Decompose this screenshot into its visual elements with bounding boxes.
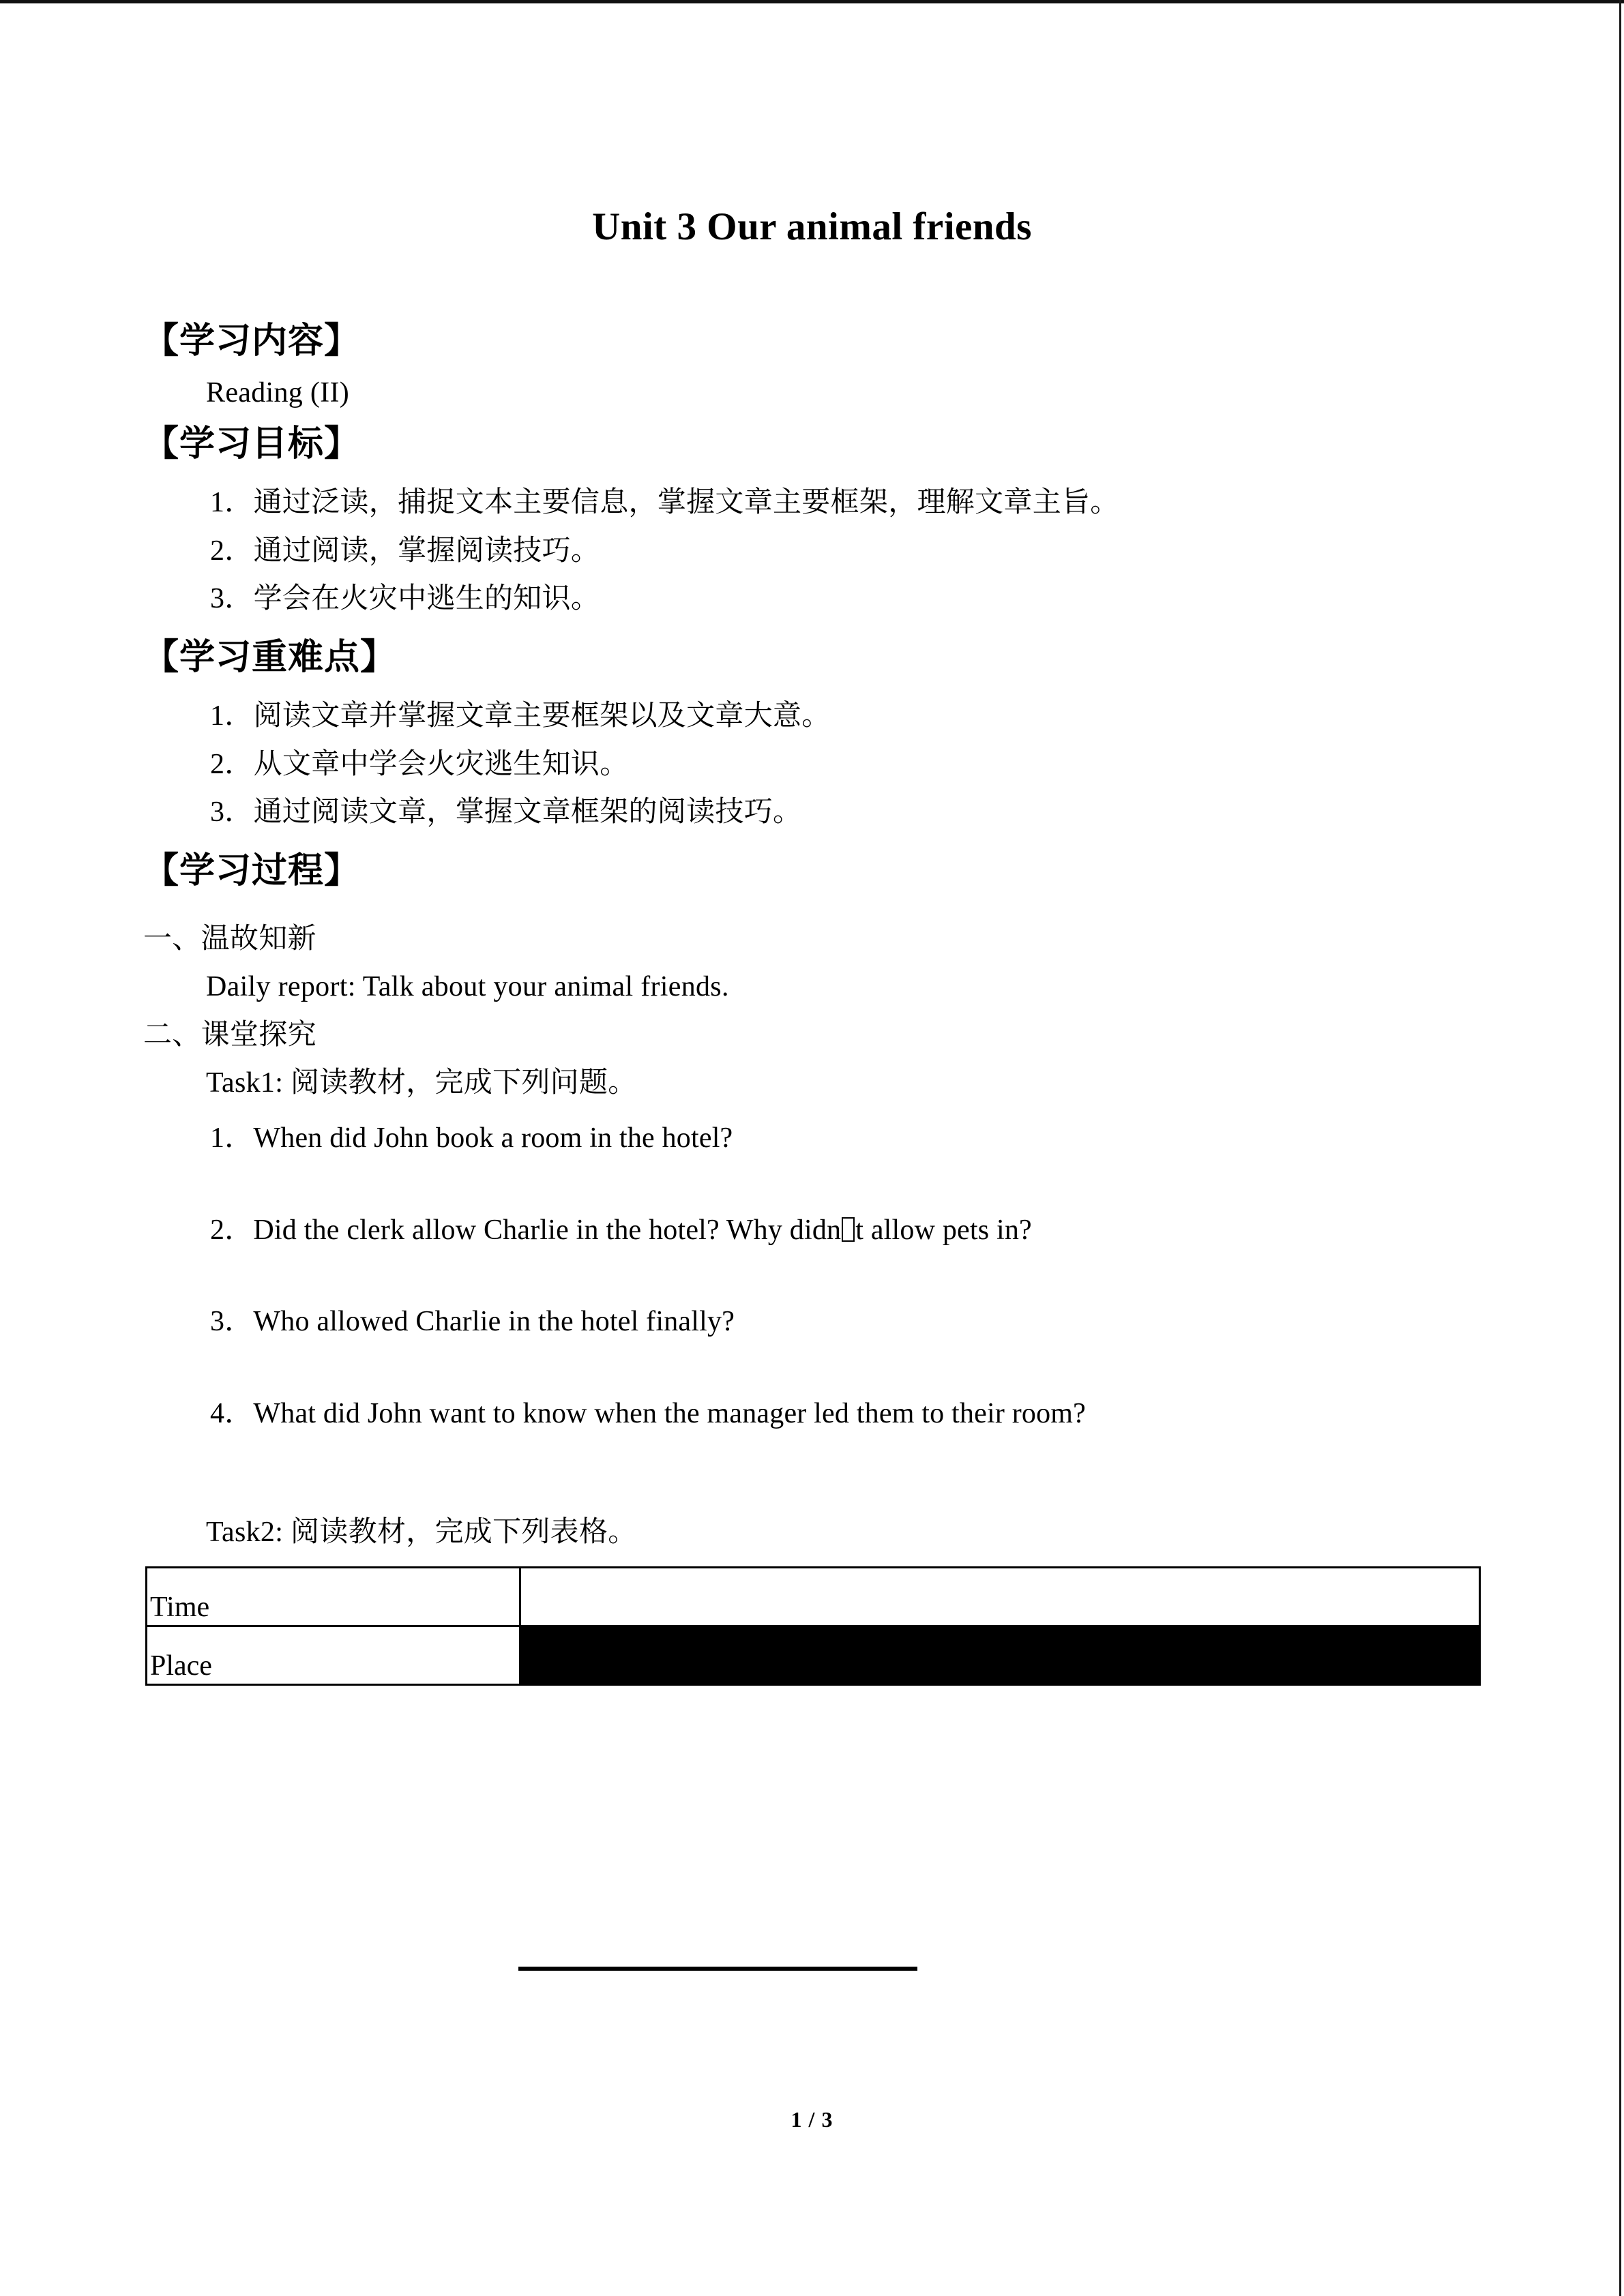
question-number: 3． xyxy=(210,1306,254,1338)
question-number: 1． xyxy=(210,1122,254,1154)
table-row xyxy=(147,1626,1480,1685)
list-item-label: 学会在火灾中逃生的知识。 xyxy=(253,583,600,615)
list-item-label: 通过泛读，捕捉文本主要信息，掌握文章主要框架，理解文章主旨。 xyxy=(253,487,1119,519)
spacer xyxy=(143,522,1481,533)
task2-table xyxy=(145,1566,1481,1686)
spacer xyxy=(143,1054,1481,1064)
list-item-number: 1． xyxy=(210,487,254,519)
table-cell-label-time: Time xyxy=(147,1568,520,1626)
section-heading-learning-process: 【学习过程】 xyxy=(143,851,361,891)
spacer xyxy=(143,466,1481,484)
list-item xyxy=(210,746,1481,784)
question-text-after-glyph: t allow pets in? xyxy=(855,1214,1032,1246)
task2-heading: Task2: 阅读教材，完成下列表格。 xyxy=(206,1517,637,1549)
spacer xyxy=(143,893,1481,921)
spacer xyxy=(143,292,1481,319)
table-cell-label-place: Place xyxy=(147,1626,520,1685)
spacer xyxy=(143,569,1481,580)
question-text-before-glyph: Did the clerk allow Charlie in the hotel? Why didn xyxy=(253,1214,842,1246)
table-cell-value-place[interactable] xyxy=(520,1626,1480,1685)
spacer xyxy=(143,363,1481,374)
list-item-label: 通过阅读，掌握阅读技巧。 xyxy=(253,535,600,567)
question-item xyxy=(210,1303,1481,1341)
answer-space xyxy=(143,1432,1481,1487)
list-item xyxy=(210,794,1481,831)
question-number: 4． xyxy=(210,1397,254,1429)
outline-item-two: 二、课堂探究 xyxy=(143,1019,316,1051)
spacer xyxy=(143,1006,1481,1017)
spacer xyxy=(143,1102,1481,1120)
missing-glyph-box-icon xyxy=(842,1217,855,1242)
list-item-number: 2． xyxy=(210,748,254,780)
list-item-number: 2． xyxy=(210,535,254,567)
list-item-number: 1． xyxy=(210,700,254,732)
list-item xyxy=(210,484,1481,522)
question-text: What did John want to know when the manager led them to their room? xyxy=(253,1397,1086,1429)
scan-artifact-rule xyxy=(518,1967,917,1971)
question-item xyxy=(210,1212,1481,1249)
list-item xyxy=(210,580,1481,618)
spacer xyxy=(143,680,1481,698)
list-item-label: 通过阅读文章，掌握文章框架的阅读技巧。 xyxy=(253,796,802,829)
list-item xyxy=(210,533,1481,570)
question-text: When did John book a room in the hotel? xyxy=(253,1122,733,1154)
spacer xyxy=(143,831,1481,849)
question-text: Who allowed Charlie in the hotel finally? xyxy=(253,1306,735,1338)
question-item xyxy=(210,1120,1481,1157)
daily-report-line: Daily report: Talk about your animal friends. xyxy=(206,971,729,1003)
answer-space xyxy=(143,1157,1481,1212)
learning-content-text: Reading (II) xyxy=(206,376,350,408)
table-cell-value-time[interactable] xyxy=(520,1568,1480,1626)
table-row xyxy=(147,1568,1480,1626)
answer-space xyxy=(143,1249,1481,1303)
question-number: 2． xyxy=(210,1214,254,1246)
list-item-label: 从文章中学会火灾逃生知识。 xyxy=(253,748,629,780)
list-item-number: 3． xyxy=(210,583,254,615)
task1-heading: Task1: 阅读教材，完成下列问题。 xyxy=(206,1067,637,1099)
page-title: Unit 3 Our animal friends xyxy=(592,205,1032,248)
section-heading-learning-content: 【学习内容】 xyxy=(143,321,361,361)
spacer xyxy=(143,411,1481,422)
section-heading-key-difficulties: 【学习重难点】 xyxy=(143,638,397,677)
spacer xyxy=(143,957,1481,968)
spacer xyxy=(143,1487,1481,1514)
spacer xyxy=(143,735,1481,746)
spacer xyxy=(143,783,1481,794)
section-heading-learning-objectives: 【学习目标】 xyxy=(143,425,361,464)
question-item xyxy=(210,1395,1481,1433)
outline-item-one: 一、温故知新 xyxy=(143,923,316,955)
list-item xyxy=(210,698,1481,735)
list-item-number: 3． xyxy=(210,796,254,829)
task2-table-wrapper xyxy=(145,1566,1481,1686)
page-footer: 1 / 3 xyxy=(791,2107,833,2132)
spacer xyxy=(143,618,1481,636)
answer-space xyxy=(143,1341,1481,1395)
list-item-label: 阅读文章并掌握文章主要框架以及文章大意。 xyxy=(253,700,831,732)
spacer xyxy=(143,250,1481,292)
